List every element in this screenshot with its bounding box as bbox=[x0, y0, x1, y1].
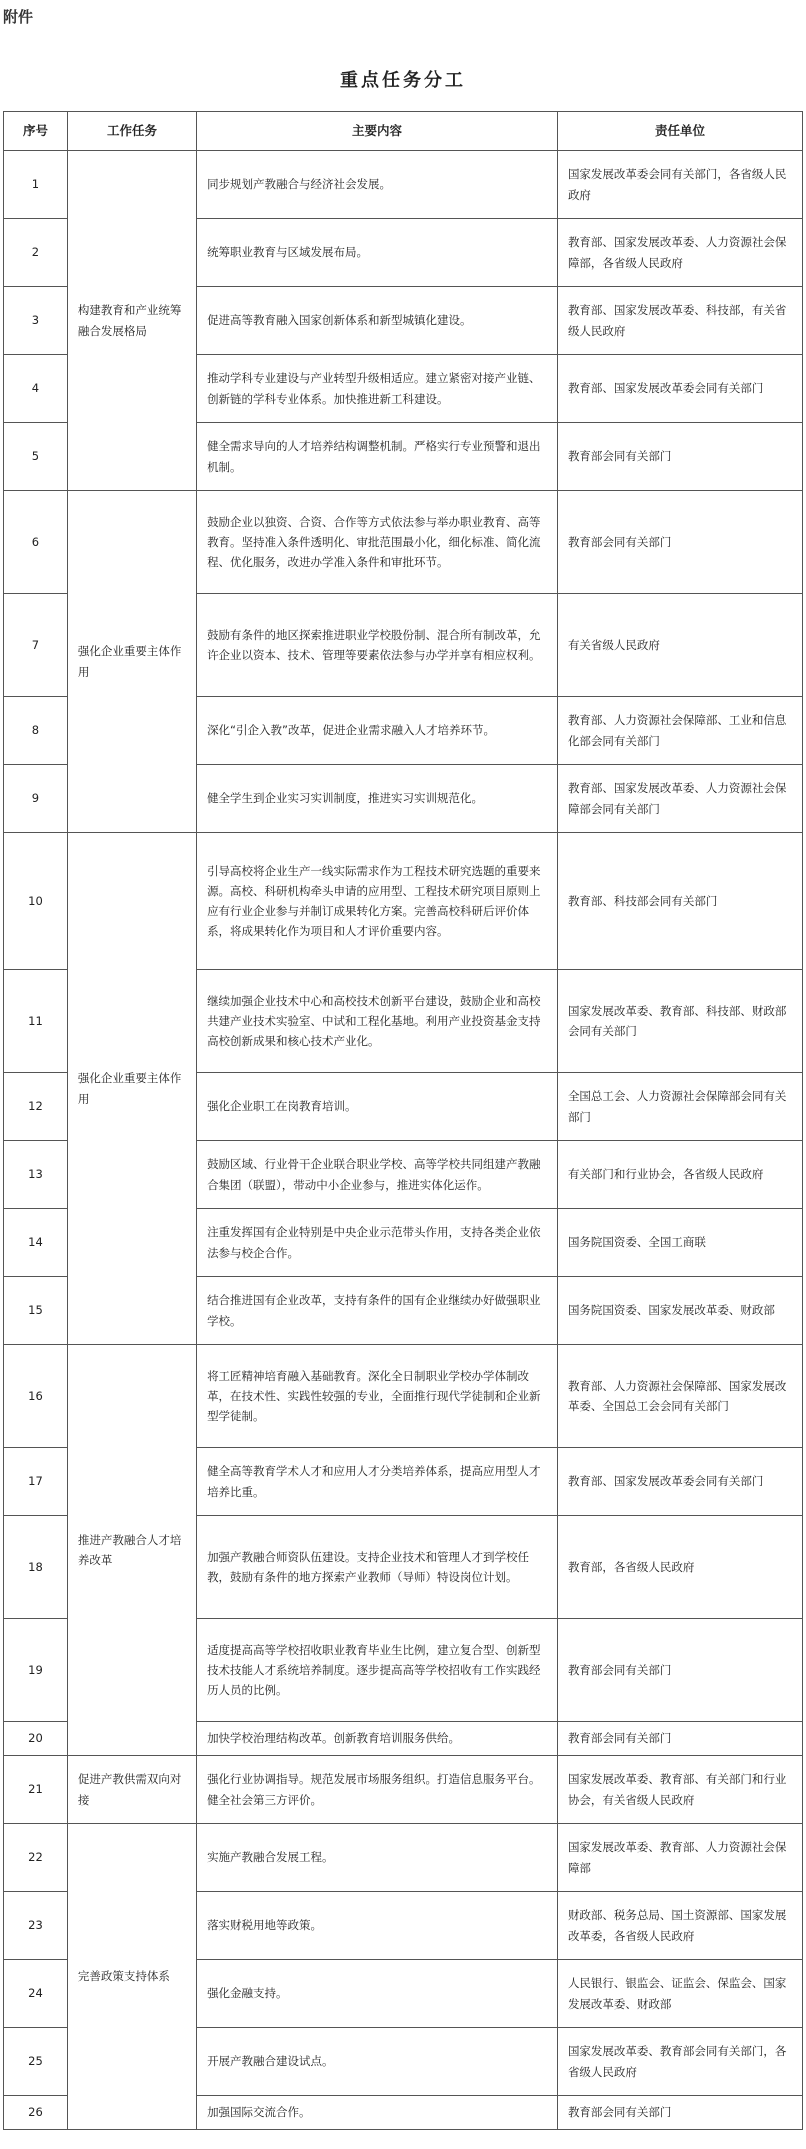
responsible-unit: 国家发展改革委、教育部、人力资源社会保障部 bbox=[557, 1824, 802, 1892]
table-row bbox=[4, 151, 803, 219]
responsible-unit: 教育部，各省级人民政府 bbox=[557, 1516, 802, 1619]
responsible-unit: 教育部、人力资源社会保障部、国家发展改革委、全国总工会会同有关部门 bbox=[557, 1345, 802, 1448]
responsible-unit: 国家发展改革委、教育部、有关部门和行业协会，有关省级人民政府 bbox=[557, 1756, 802, 1824]
main-content: 鼓励有条件的地区探索推进职业学校股份制、混合所有制改革，允许企业以资本、技术、管理等要素依法参与办学并享有相应权利。 bbox=[197, 594, 558, 697]
row-number: 13 bbox=[4, 1141, 68, 1209]
responsible-unit: 教育部会同有关部门 bbox=[557, 2096, 802, 2130]
responsible-unit: 国务院国资委、国家发展改革委、财政部 bbox=[557, 1277, 802, 1345]
responsible-unit: 教育部、国家发展改革委会同有关部门 bbox=[557, 355, 802, 423]
row-number: 9 bbox=[4, 765, 68, 833]
responsible-unit: 教育部会同有关部门 bbox=[557, 1722, 802, 1756]
responsible-unit: 教育部会同有关部门 bbox=[557, 423, 802, 491]
responsible-unit: 人民银行、银监会、证监会、保监会、国家发展改革委、财政部 bbox=[557, 1960, 802, 2028]
table-row bbox=[4, 1824, 803, 1892]
main-content: 继续加强企业技术中心和高校技术创新平台建设，鼓励企业和高校共建产业技术实验室、中试和工程化基地。利用产业投资基金支持高校创新成果和核心技术产业化。 bbox=[197, 970, 558, 1073]
responsible-unit: 教育部、国家发展改革委、人力资源社会保障部，各省级人民政府 bbox=[557, 219, 802, 287]
row-number: 25 bbox=[4, 2028, 68, 2096]
responsible-unit: 有关部门和行业协会，各省级人民政府 bbox=[557, 1141, 802, 1209]
row-number: 12 bbox=[4, 1073, 68, 1141]
document-title: 重点任务分工 bbox=[340, 70, 466, 91]
row-number: 11 bbox=[4, 970, 68, 1073]
table-row bbox=[4, 491, 803, 594]
table-body bbox=[4, 151, 803, 2130]
main-content: 加强国际交流合作。 bbox=[197, 2096, 558, 2130]
table-row bbox=[4, 833, 803, 970]
responsible-unit: 教育部会同有关部门 bbox=[557, 491, 802, 594]
table-row bbox=[4, 1756, 803, 1824]
responsible-unit: 教育部、国家发展改革委、科技部，有关省级人民政府 bbox=[557, 287, 802, 355]
row-number: 23 bbox=[4, 1892, 68, 1960]
row-number: 22 bbox=[4, 1824, 68, 1892]
row-number: 16 bbox=[4, 1345, 68, 1448]
work-task: 完善政策支持体系 bbox=[67, 1824, 196, 2130]
main-content: 促进高等教育融入国家创新体系和新型城镇化建设。 bbox=[197, 287, 558, 355]
main-content: 强化行业协调指导。规范发展市场服务组织。打造信息服务平台。健全社会第三方评价。 bbox=[197, 1756, 558, 1824]
main-content: 鼓励企业以独资、合资、合作等方式依法参与举办职业教育、高等教育。坚持准入条件透明化、审批范围最小化，细化标准、简化流程、优化服务，改进办学准入条件和审批环节。 bbox=[197, 491, 558, 594]
responsible-unit: 国务院国资委、全国工商联 bbox=[557, 1209, 802, 1277]
row-number: 7 bbox=[4, 594, 68, 697]
responsible-unit: 有关省级人民政府 bbox=[557, 594, 802, 697]
main-content: 注重发挥国有企业特别是中央企业示范带头作用，支持各类企业依法参与校企合作。 bbox=[197, 1209, 558, 1277]
row-number: 20 bbox=[4, 1722, 68, 1756]
main-content: 健全高等教育学术人才和应用人才分类培养体系，提高应用型人才培养比重。 bbox=[197, 1448, 558, 1516]
main-content: 将工匠精神培育融入基础教育。深化全日制职业学校办学体制改革，在技术性、实践性较强的专业，全面推行现代学徒制和企业新型学徒制。 bbox=[197, 1345, 558, 1448]
main-content: 强化金融支持。 bbox=[197, 1960, 558, 2028]
row-number: 5 bbox=[4, 423, 68, 491]
row-number: 2 bbox=[4, 219, 68, 287]
responsible-unit: 教育部、国家发展改革委、人力资源社会保障部会同有关部门 bbox=[557, 765, 802, 833]
responsible-unit: 教育部、国家发展改革委会同有关部门 bbox=[557, 1448, 802, 1516]
main-content: 统筹职业教育与区域发展布局。 bbox=[197, 219, 558, 287]
row-number: 18 bbox=[4, 1516, 68, 1619]
responsible-unit: 国家发展改革委会同有关部门，各省级人民政府 bbox=[557, 151, 802, 219]
main-content: 实施产教融合发展工程。 bbox=[197, 1824, 558, 1892]
header-number: 序号 bbox=[4, 112, 68, 151]
row-number: 26 bbox=[4, 2096, 68, 2130]
row-number: 21 bbox=[4, 1756, 68, 1824]
main-content: 健全需求导向的人才培养结构调整机制。严格实行专业预警和退出机制。 bbox=[197, 423, 558, 491]
task-division-table bbox=[3, 111, 803, 2130]
row-number: 8 bbox=[4, 697, 68, 765]
table-header-row bbox=[4, 112, 803, 151]
row-number: 24 bbox=[4, 1960, 68, 2028]
responsible-unit: 国家发展改革委、教育部、科技部、财政部会同有关部门 bbox=[557, 970, 802, 1073]
main-content: 鼓励区域、行业骨干企业联合职业学校、高等学校共同组建产教融合集团（联盟），带动中小企业参与，推进实体化运作。 bbox=[197, 1141, 558, 1209]
header-unit: 责任单位 bbox=[557, 112, 802, 151]
work-task: 推进产教融合人才培养改革 bbox=[67, 1345, 196, 1756]
responsible-unit: 教育部、人力资源社会保障部、工业和信息化部会同有关部门 bbox=[557, 697, 802, 765]
header-task: 工作任务 bbox=[67, 112, 196, 151]
row-number: 3 bbox=[4, 287, 68, 355]
responsible-unit: 财政部、税务总局、国土资源部、国家发展改革委，各省级人民政府 bbox=[557, 1892, 802, 1960]
work-task: 强化企业重要主体作用 bbox=[67, 833, 196, 1345]
work-task: 促进产教供需双向对接 bbox=[67, 1756, 196, 1824]
work-task: 强化企业重要主体作用 bbox=[67, 491, 196, 833]
row-number: 4 bbox=[4, 355, 68, 423]
main-content: 强化企业职工在岗教育培训。 bbox=[197, 1073, 558, 1141]
responsible-unit: 教育部、科技部会同有关部门 bbox=[557, 833, 802, 970]
responsible-unit: 全国总工会、人力资源社会保障部会同有关部门 bbox=[557, 1073, 802, 1141]
main-content: 开展产教融合建设试点。 bbox=[197, 2028, 558, 2096]
main-content: 健全学生到企业实习实训制度，推进实习实训规范化。 bbox=[197, 765, 558, 833]
responsible-unit: 国家发展改革委、教育部会同有关部门，各省级人民政府 bbox=[557, 2028, 802, 2096]
main-content: 引导高校将企业生产一线实际需求作为工程技术研究选题的重要来源。高校、科研机构牵头申请的应用型、工程技术研究项目原则上应有行业企业参与并制订成果转化方案。完善高校科研后评价体系，将成果转化作为项目和人才评价重要内容。 bbox=[197, 833, 558, 970]
responsible-unit: 教育部会同有关部门 bbox=[557, 1619, 802, 1722]
main-content: 深化“引企入教”改革，促进企业需求融入人才培养环节。 bbox=[197, 697, 558, 765]
row-number: 19 bbox=[4, 1619, 68, 1722]
main-content: 落实财税用地等政策。 bbox=[197, 1892, 558, 1960]
row-number: 15 bbox=[4, 1277, 68, 1345]
main-content: 加快学校治理结构改革。创新教育培训服务供给。 bbox=[197, 1722, 558, 1756]
main-content: 推动学科专业建设与产业转型升级相适应。建立紧密对接产业链、创新链的学科专业体系。加快推进新工科建设。 bbox=[197, 355, 558, 423]
row-number: 10 bbox=[4, 833, 68, 970]
main-content: 适度提高高等学校招收职业教育毕业生比例，建立复合型、创新型技术技能人才系统培养制度。逐步提高高等学校招收有工作实践经历人员的比例。 bbox=[197, 1619, 558, 1722]
header-content: 主要内容 bbox=[197, 112, 558, 151]
row-number: 6 bbox=[4, 491, 68, 594]
main-content: 加强产教融合师资队伍建设。支持企业技术和管理人才到学校任教，鼓励有条件的地方探索产业教师（导师）特设岗位计划。 bbox=[197, 1516, 558, 1619]
main-content: 结合推进国有企业改革，支持有条件的国有企业继续办好做强职业学校。 bbox=[197, 1277, 558, 1345]
table-row bbox=[4, 1345, 803, 1448]
row-number: 14 bbox=[4, 1209, 68, 1277]
main-content: 同步规划产教融合与经济社会发展。 bbox=[197, 151, 558, 219]
work-task: 构建教育和产业统筹融合发展格局 bbox=[67, 151, 196, 491]
attachment-label: 附件 bbox=[3, 8, 34, 26]
row-number: 1 bbox=[4, 151, 68, 219]
row-number: 17 bbox=[4, 1448, 68, 1516]
